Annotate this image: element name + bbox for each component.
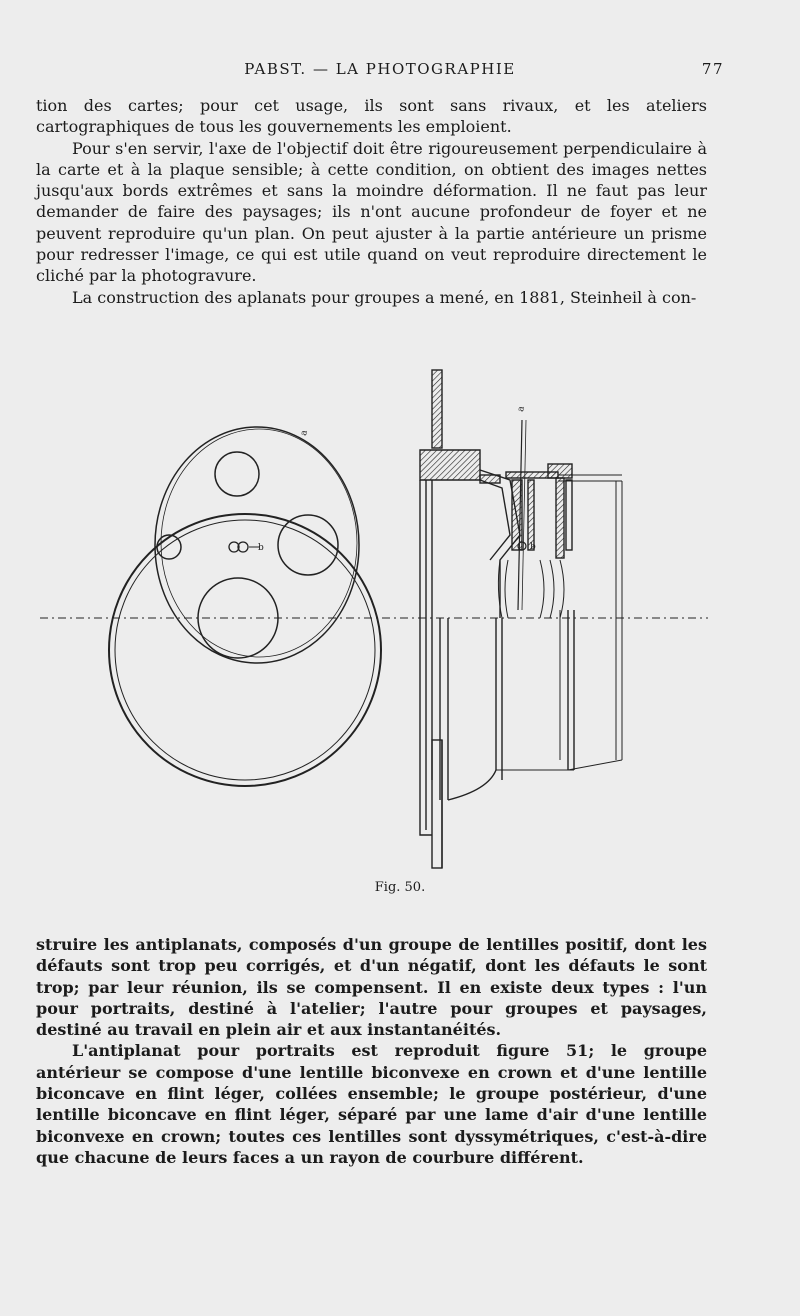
aperture-small-top [215,452,259,496]
label-b-right: b [530,542,536,552]
aperture-medium-right [278,515,338,575]
label-a-left: a [299,429,310,437]
figure-50 [40,360,708,880]
paragraph-continuation: tion des cartes; pour cet usage, ils sont sans rivaux, et les ateliers cartographiques de tous les gouvernements les emploient. [36,96,707,137]
figure-caption: Fig. 50. [374,880,426,895]
page-number: 77 [701,60,724,78]
label-a-right: a [516,405,527,413]
section-view [420,370,622,868]
text-block-bottom [36,934,707,1168]
paragraph-portrait-antiplanat: L'antiplanat pour portraits est reproduit figure 51; le groupe antérieur se compose d'une lentille biconvexe en crown et d'une lentille biconcave en flint léger, collées ensemble; le groupe postérieur, d'une lentille biconcave en flint léger, séparé par une lame d'air d'une lentille biconvexe en crown; toutes ces lentilles sont dyssymétriques, c'est-à-dire que chacune de leurs faces a un rayon de courbure différent. [36,1041,707,1167]
outer-ring-circle [109,514,381,786]
running-title: PABST. — LA PHOTOGRAPHIE [244,60,516,78]
aperture-tiny-left [157,535,181,559]
running-header [36,60,724,84]
lens-drawing [40,360,708,880]
inner-ring-circle [115,520,375,780]
text-block-top [36,95,707,308]
paragraph-construction: La construction des aplanats pour groupes a mené, en 1881, Steinheil à con- [72,287,697,307]
paragraph-antiplanats: struire les antiplanats, composés d'un groupe de lentilles positif, dont les défauts sont trop peu corrigés, et d'un négatif, dont les défauts le sont trop; par leur réunion, ils se compensent. Il en existe deux types : l'un pour portraits, destiné à l'atelier; l'autre pour groupes et paysages, destiné au travail en plein air et aux instantanéités. [36,935,707,1040]
label-b-left: b [258,543,264,553]
paragraph-usage: Pour s'en servir, l'axe de l'objectif doit être rigoureusement perpendiculaire à la carte et à la plaque sensible; à cette condition, on obtient des images nettes jusqu'aux bords extrêmes et sans la moindre déformation. Il ne faut pas leur demander de faire des paysages; ils n'ont aucune profondeur de foyer et ne peuvent reproduire qu'un plan. On peut ajuster à la partie antérieure un prisme pour redresser l'image, ce qui est utile quand on veut reproduire directement le cliché par la photogravure. [36,138,707,286]
front-view [109,427,381,786]
